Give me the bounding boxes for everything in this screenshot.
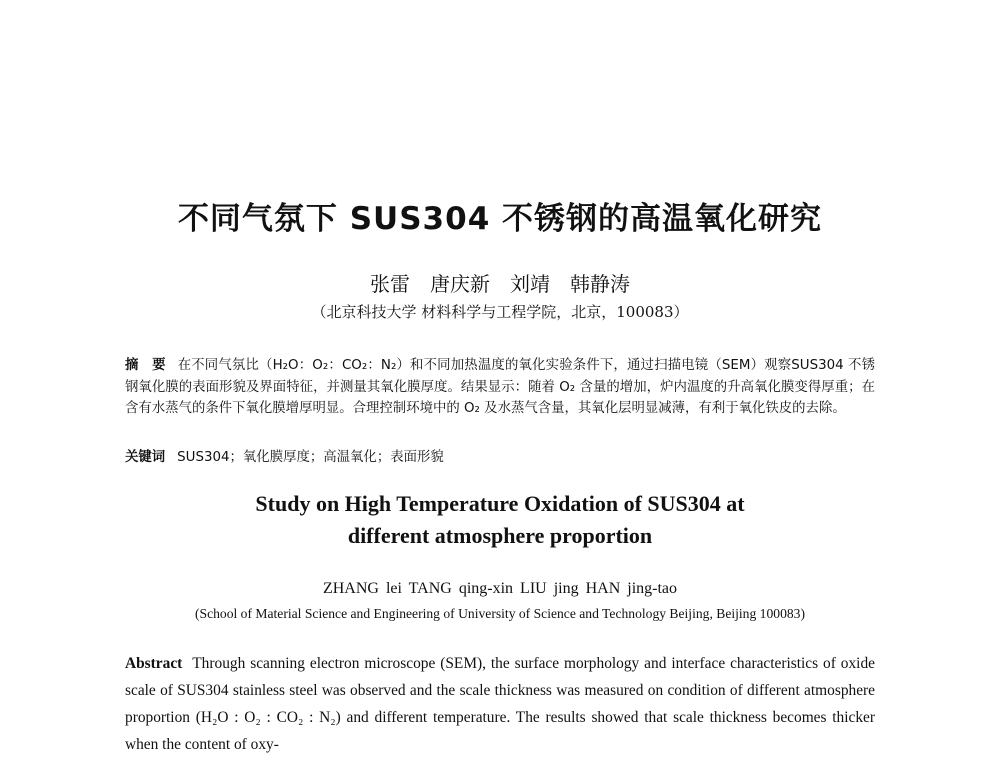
title-english [0, 488, 1000, 552]
abstract-chinese-label: 摘 要 [125, 358, 166, 373]
keywords-chinese-text: SUS304；氧化膜厚度；高温氧化；表面形貌 [177, 450, 444, 465]
abstract-english-label: Abstract [125, 655, 183, 672]
keywords-chinese-label: 关键词 [125, 450, 166, 465]
abstract-english [125, 650, 875, 758]
abstract-english-text: Through scanning electron microscope (SEM), the surface morphology and interface characteristics of oxide scale of SUS304 stainless steel was observed and the scale thickness was measured on condition of different atmosphere proportion (H₂O : O₂ : CO₂ : N₂) and different temperature. The results showed that scale thickness becomes thicker when the content of oxy- [125, 655, 875, 753]
title-chinese: 不同气氛下 SUS304 不锈钢的高温氧化研究 [177, 201, 823, 237]
title-english-line1: Study on High Temperature Oxidation of SUS304 at [255, 491, 745, 516]
affiliation-chinese: （北京科技大学 材料科学与工程学院，北京，100083） [311, 303, 689, 321]
authors-english: ZHANG lei TANG qing-xin LIU jing HAN jing-tao [322, 580, 678, 597]
abstract-chinese [125, 355, 875, 420]
affiliation-english: (School of Material Science and Engineering of University of Science and Technology Beijing, Beijing 100083) [195, 606, 805, 621]
keywords-chinese [125, 446, 875, 465]
abstract-chinese-text: 在不同气氛比（H₂O：O₂：CO₂：N₂）和不同加热温度的氧化实验条件下，通过扫描电镜（SEM）观察SUS304 不锈钢氧化膜的表面形貌及界面特征，并测量其氧化膜厚度。结果显示：随着 O₂ 含量的增加，炉内温度的升高氧化膜变得厚重；在含有水蒸气的条件下氧化膜增厚明显。合理控制环境中的 O₂ 及水蒸气含量，其氧化层明显减薄，有利于氧化铁皮的去除。 [125, 358, 876, 416]
title-english-line2: different atmosphere proportion [347, 523, 653, 548]
authors-chinese: 张雷 唐庆新 刘靖 韩静涛 [370, 272, 630, 296]
